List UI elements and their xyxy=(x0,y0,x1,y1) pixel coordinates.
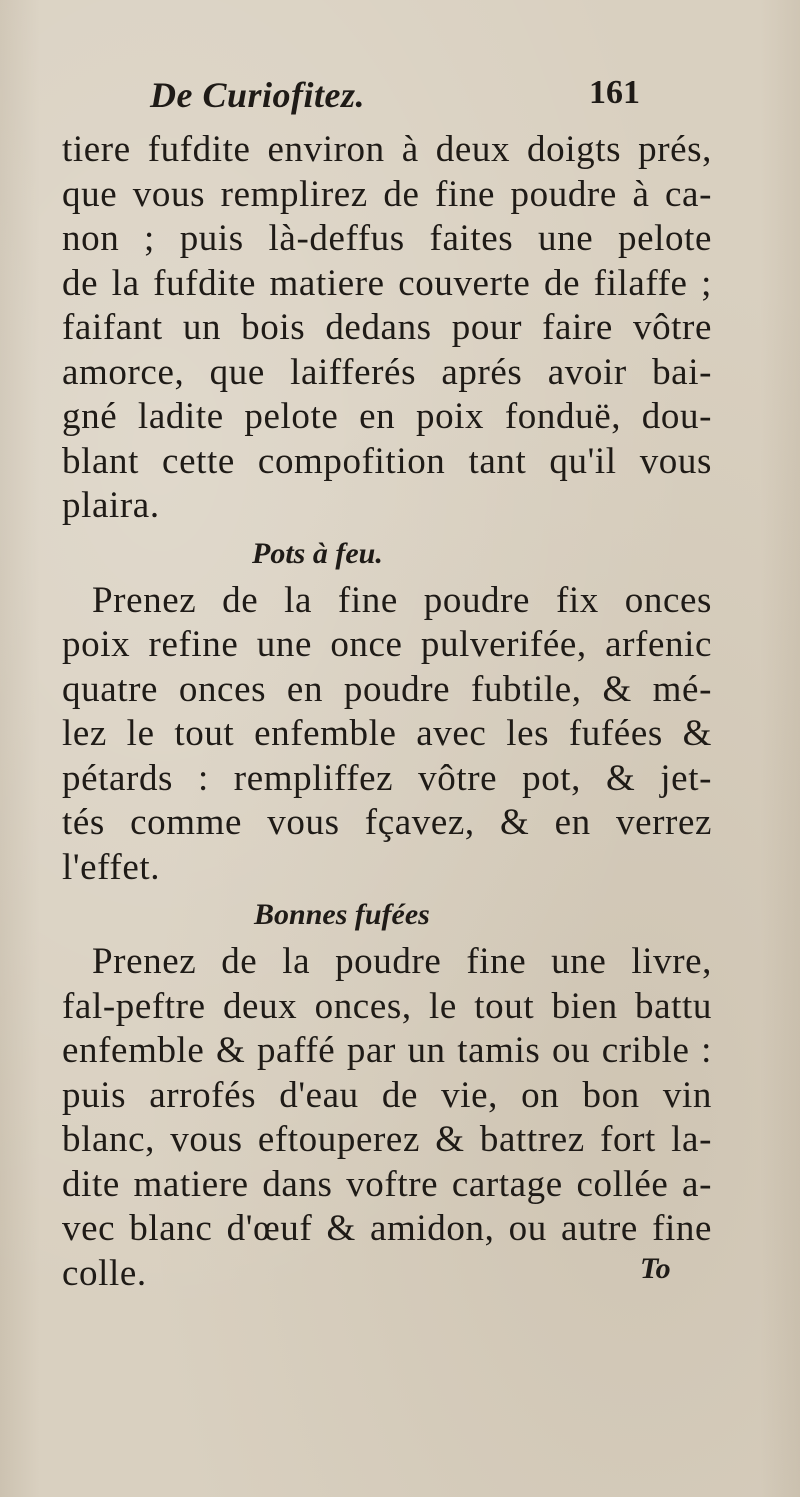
text-line: de la fufdite matiere couverte de filaffe ; xyxy=(62,262,712,304)
text-line: blant cette compofition tant qu'il vous xyxy=(62,440,712,482)
text-line: que vous remplirez de fine poudre à ca- xyxy=(62,173,712,215)
text-line: pétards : rempliffez vôtre pot, & jet- xyxy=(62,757,712,799)
text-line: puis arrofés d'eau de vie, on bon vin xyxy=(62,1074,712,1116)
text-line: vec blanc d'œuf & amidon, ou autre fine xyxy=(62,1208,712,1249)
text-line: non ; puis là-deffus faites une pelote xyxy=(62,218,712,259)
text-line: dite matiere dans voftre cartage collée a- xyxy=(62,1163,712,1205)
section-heading: Bonnes fufées xyxy=(254,898,430,931)
text-line: l'effet. xyxy=(62,846,161,888)
text-line: blanc, vous eftouperez & battrez fort la- xyxy=(62,1119,712,1160)
text-line: amorce, que laifferés aprés avoir bai- xyxy=(62,351,712,393)
text-line: tiere fufdite environ à deux doigts prés, xyxy=(62,129,712,170)
text-line: faifant un bois dedans pour faire vôtre xyxy=(62,307,712,348)
text-line: quatre onces en poudre fubtile, & mé- xyxy=(62,668,712,710)
text-line: lez le tout enfemble avec les fufées & xyxy=(62,713,712,754)
text-block xyxy=(62,128,712,1296)
text-line: colle. xyxy=(62,1252,147,1294)
section-bonnes-fusees xyxy=(62,890,712,1296)
running-head xyxy=(150,74,640,124)
section-pots-a-feu xyxy=(62,529,712,891)
text-line: gné ladite pelote en poix fonduë, dou- xyxy=(62,396,712,437)
text-line: plaira. xyxy=(62,485,160,526)
text-line: poix refine une once pulverifée, arfenic xyxy=(62,624,712,665)
text-line: enfemble & paffé par un tamis ou crible : xyxy=(62,1030,712,1071)
text-line: Prenez de la fine poudre fix onces xyxy=(92,579,712,621)
text-line: Prenez de la poudre fine une livre, xyxy=(92,941,712,982)
section-heading: Pots à feu. xyxy=(252,536,383,570)
text-line: fal-peftre deux onces, le tout bien battu xyxy=(62,985,712,1027)
catchword: To xyxy=(640,1252,671,1285)
paragraph-continuation xyxy=(62,128,712,529)
page-number: 161 xyxy=(589,74,640,111)
running-title: De Curiofitez. xyxy=(150,75,366,115)
text-line: tés comme vous fçavez, & en verrez xyxy=(62,802,712,843)
